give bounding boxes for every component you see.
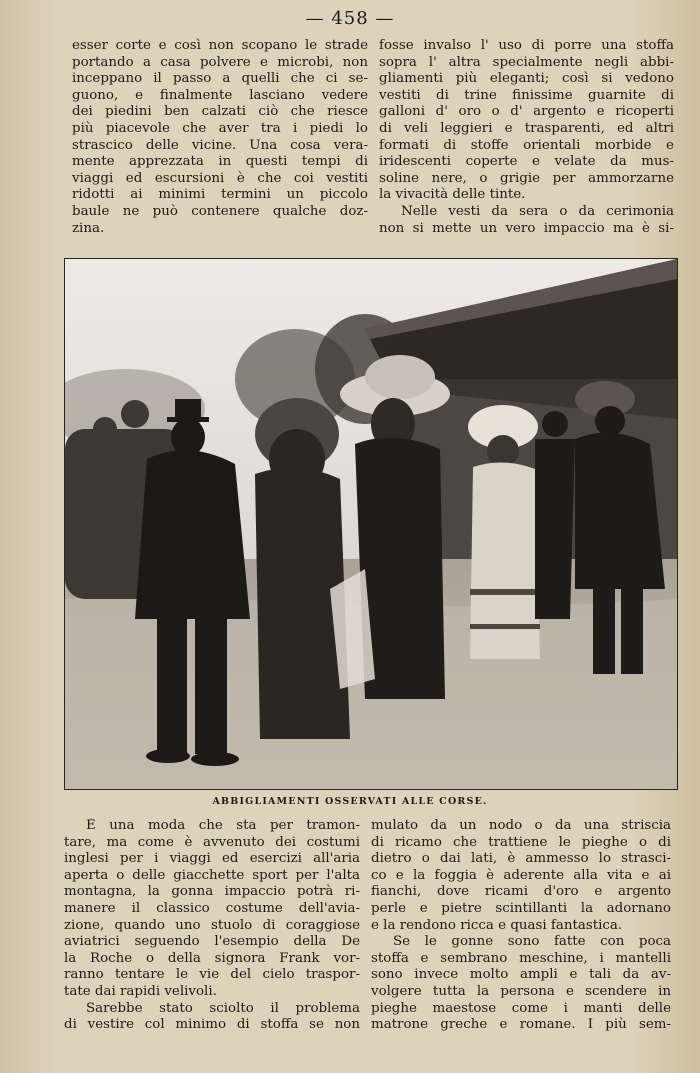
text-line: formati di stoffe orientali morbide e — [379, 137, 674, 153]
text-line: perle e pietre scintillanti la adornano — [371, 900, 671, 916]
photograph-racecourse-crowd — [64, 258, 678, 790]
photo-caption: ABBIGLIAMENTI OSSERVATI ALLE CORSE. — [212, 796, 488, 807]
text-line: iridescenti coperte e velate da mus- — [379, 154, 674, 170]
text-line: volgere tutta la persona e scendere in — [371, 983, 671, 999]
text-line: non si mette un vero impaccio ma è si- — [379, 220, 674, 236]
text-line: esser corte e così non scopano le strade — [72, 38, 368, 53]
text-line: guono, e finalmente lasciano vedere — [72, 87, 368, 103]
text-line: viaggi ed escursioni è che coi vestiti — [72, 170, 368, 186]
text-line: fianchi, dove ricami d'oro e argento — [371, 884, 671, 900]
text-line: manere il classico costume dell'avia- — [64, 900, 360, 916]
text-line: È una moda che sta per tramon- — [86, 818, 360, 833]
text-line: tate dai rapidi velivoli. — [64, 983, 217, 999]
text-line: dei piedini ben calzati ciò che riesce — [72, 104, 368, 120]
text-line: Nelle vesti da sera o da cerimonia — [401, 203, 674, 219]
text-line: di ricamo che trattiene le pieghe o di — [371, 834, 671, 850]
text-line: fosse invalso l' uso di porre una stoffa — [379, 38, 674, 53]
text-line: montagna, la gonna impaccio potrà ri- — [64, 884, 360, 900]
text-line: soline nere, o grigie per ammorzarne — [379, 170, 674, 186]
photograph-illustration — [65, 259, 677, 789]
text-line: e la rendono ricca e quasi fantastica. — [371, 917, 623, 933]
text-line: mente apprezzata in questi tempi di — [72, 154, 368, 170]
text-line: co e la foggia è aderente alla vita e ai — [371, 867, 671, 883]
text-line: pieghe maestose come i manti delle — [371, 1000, 671, 1016]
text-line: di veli leggieri e trasparenti, ed altri — [379, 120, 674, 136]
text-line: aperta o delle giacchette sport per l'alta — [64, 867, 360, 883]
text-line: inceppano il passo a quelli che ci se- — [72, 71, 368, 87]
text-line: matrone greche e romane. I più sem- — [371, 1017, 671, 1033]
text-line: inglesi per i viaggi ed esercizi all'aria — [64, 851, 360, 867]
column-bottom-left — [64, 818, 360, 1034]
text-line: la Roche o della signora Frank vor- — [64, 950, 360, 966]
text-line: ridotti ai minimi termini un piccolo — [72, 187, 368, 203]
text-line: mulato da un nodo o da una striscia — [371, 818, 671, 833]
text-line: galloni d' oro o d' argento e ricoperti — [379, 104, 674, 120]
text-line: aviatrici seguendo l'esempio della De — [64, 934, 360, 950]
page-number: — 458 — — [305, 8, 395, 29]
column-bottom-right — [371, 818, 671, 1034]
text-line: Sarebbe stato sciolto il problema — [86, 1000, 360, 1016]
text-line: di vestire col minimo di stoffa se non — [64, 1017, 360, 1033]
text-line: baule ne può contenere qualche doz- — [72, 203, 368, 219]
text-line: zina. — [72, 220, 105, 236]
text-line: la vivacità delle tinte. — [379, 187, 526, 203]
text-line: strascico delle vicine. Una cosa vera- — [72, 137, 368, 153]
text-line: Se le gonne sono fatte con poca — [393, 934, 671, 950]
text-line: stoffa e sembrano meschine, i mantelli — [371, 950, 671, 966]
text-line: gliamenti più eleganti; così si vedono — [379, 71, 674, 87]
text-line: portando a casa polvere e microbi, non — [72, 54, 368, 70]
text-line: più piacevole che aver tra i piedi lo — [72, 120, 368, 136]
text-line: sono invece molto ampli e tali da av- — [371, 967, 671, 983]
text-line: vestiti di trine finissime guarnite di — [379, 87, 674, 103]
text-line: dietro o dai lati, è ammesso lo strasci- — [371, 851, 671, 867]
column-top-right — [379, 38, 674, 237]
column-top-left — [72, 38, 368, 237]
text-line: zione, quando uno stuolo di coraggiose — [64, 917, 360, 933]
text-line: sopra l' altra specialmente negli abbi- — [379, 54, 674, 70]
text-line: ranno tentare le vie del cielo traspor- — [64, 967, 360, 983]
text-line: tare, ma come è avvenuto dei costumi — [64, 834, 360, 850]
